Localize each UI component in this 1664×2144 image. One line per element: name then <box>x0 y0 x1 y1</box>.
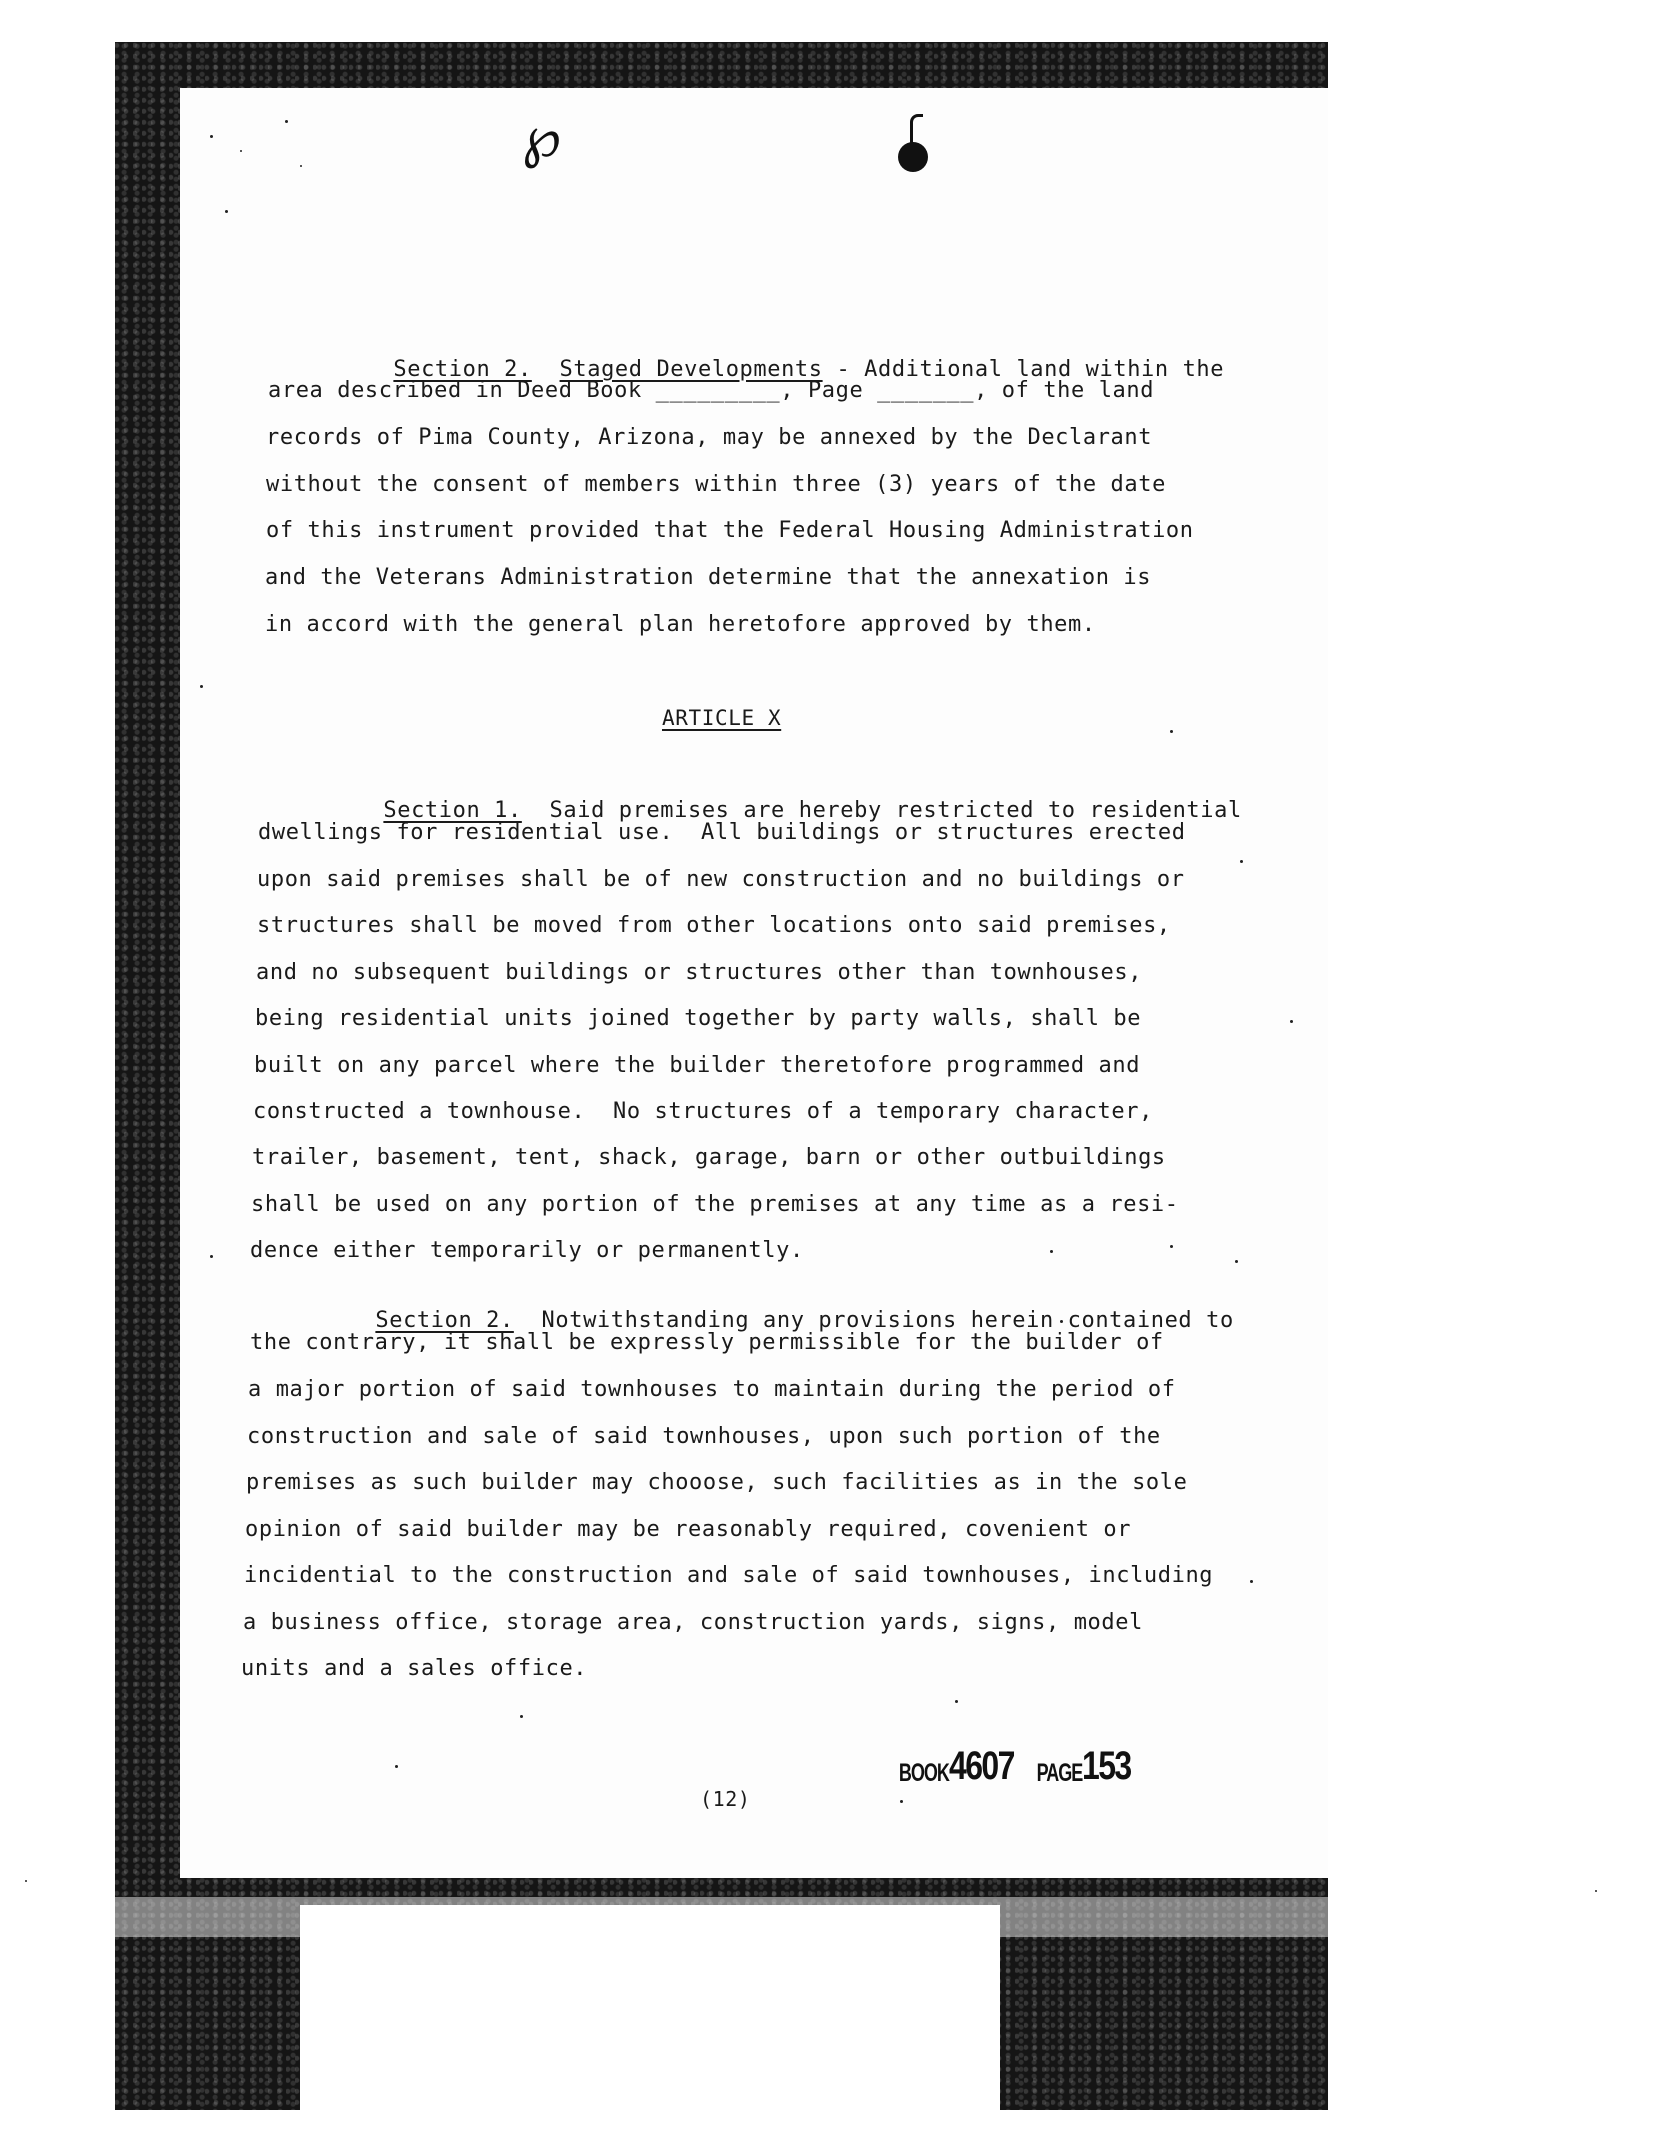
stamp-book-number: 4607 <box>948 1744 1014 1788</box>
article-section-2-line: a major portion of said townhouses to maintain during the period of <box>248 1377 1176 1402</box>
article-section-2-line: construction and sale of said townhouses, upon such portion of the <box>247 1424 1161 1449</box>
stamp-book-label: BOOK <box>898 1758 949 1787</box>
article-section-1-line: dence either temporarily or permanently. <box>250 1238 804 1263</box>
article-section-1-line: trailer, basement, tent, shack, garage, barn or other outbuildings <box>252 1145 1166 1170</box>
article-section-1-line: upon said premises shall be of new construction and no buildings or <box>257 867 1185 892</box>
section-text: - Additional land within the <box>822 357 1225 382</box>
article-section-2-line: units and a sales office. <box>241 1656 588 1681</box>
article-section-1-line: dwellings for residential use. All buildings or structures erected <box>258 820 1186 845</box>
article-section-1-line: constructed a townhouse. No structures of a temporary character, <box>253 1099 1153 1124</box>
section-label: Section 2. <box>393 357 532 382</box>
article-section-1-line: shall be used on any portion of the premises at any time as a resi- <box>251 1192 1179 1217</box>
article-section-1-line: built on any parcel where the builder theretofore programmed and <box>254 1053 1141 1078</box>
staged-dev-line: of this instrument provided that the Federal Housing Administration <box>266 518 1194 543</box>
page-number: (12) <box>700 1787 751 1811</box>
article-section-2-line: premises as such builder may chooose, such facilities as in the sole <box>246 1470 1188 1495</box>
article-section-2-line: opinion of said builder may be reasonably required, covenient or <box>245 1517 1132 1542</box>
section-text: Said premises are hereby restricted to residential <box>521 798 1242 823</box>
staged-dev-line: records of Pima County, Arizona, may be annexed by the Declarant <box>266 425 1153 450</box>
article-section-2-line: incidential to the construction and sale of said townhouses, including <box>244 1563 1214 1588</box>
staged-dev-line: without the consent of members within three (3) years of the date <box>266 472 1166 497</box>
section-title: Staged Developments <box>559 357 823 382</box>
recording-stamp <box>872 1718 1143 1815</box>
punch-mark-icon: ℘ <box>522 105 562 170</box>
article-heading: ARTICLE X <box>662 706 782 730</box>
article-section-1-line: structures shall be moved from other locations onto said premises, <box>257 913 1171 938</box>
staged-dev-line: area described in Deed Book _________, Page _______, of the land <box>268 378 1155 403</box>
article-section-1-line: being residential units joined together by party walls, shall be <box>255 1006 1142 1031</box>
staged-dev-line: and the Veterans Administration determine that the annexation is <box>265 565 1152 590</box>
section-label: Section 1. <box>383 798 522 823</box>
article-section-2-line: a business office, storage area, construction yards, signs, model <box>243 1610 1143 1635</box>
section-label: Section 2. <box>375 1308 514 1333</box>
section-text: Notwithstanding any provisions herein contained to <box>513 1308 1234 1333</box>
article-section-1-line: and no subsequent buildings or structures other than townhouses, <box>256 960 1143 985</box>
stamp-page-label: PAGE <box>1036 1758 1083 1787</box>
staged-dev-line: in accord with the general plan heretofore approved by them. <box>265 612 1096 637</box>
article-section-2-line: the contrary, it shall be expressly permissible for the builder of <box>250 1330 1164 1355</box>
stamp-page-number: 153 <box>1082 1744 1131 1788</box>
